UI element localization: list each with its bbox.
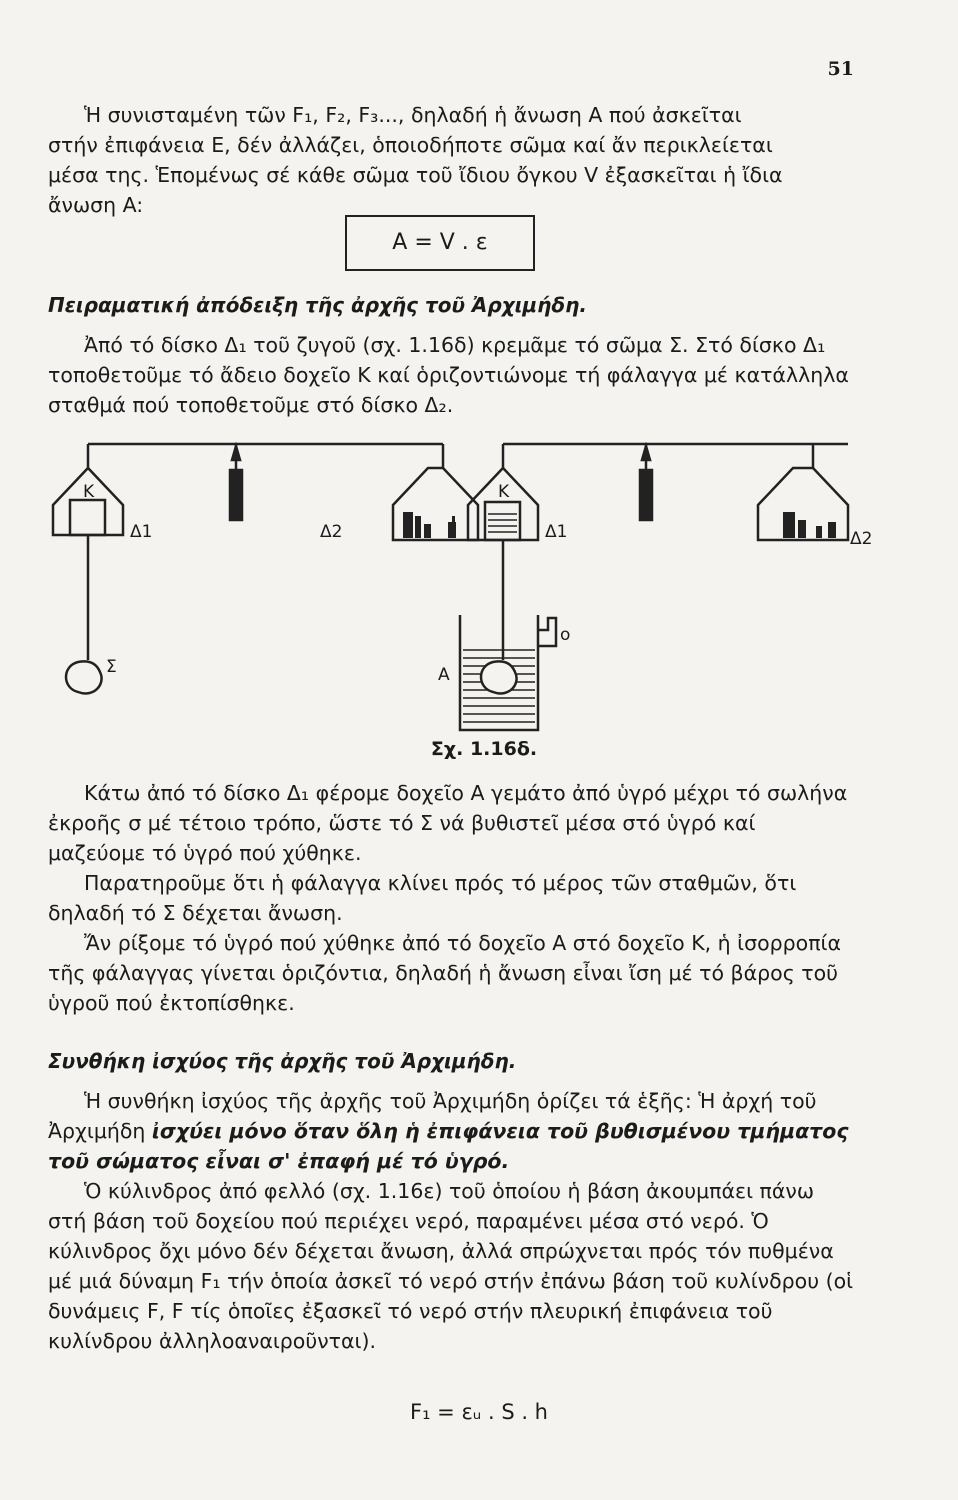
overflow-spout xyxy=(538,618,556,646)
force-formula: F₁ = εᵤ . S . h xyxy=(410,1400,548,1424)
section-experiment-title: Πειραματική ἀπόδειξη τῆς ἀρχῆς τοῦ Ἀρχιμήδη. xyxy=(48,293,587,317)
container-k-empty xyxy=(70,500,105,535)
figure-caption: Σχ. 1.16δ. xyxy=(430,738,538,760)
section-experiment xyxy=(48,290,856,420)
intro-paragraph xyxy=(48,100,856,220)
condition-paragraph-1 xyxy=(48,1086,856,1176)
section-experiment-continued xyxy=(48,778,856,1018)
figure-balance-experiment xyxy=(48,440,873,740)
experiment-paragraph-3: Παρατηροῦμε ὅτι ἡ φάλαγγα κλίνει πρός τό μέρος τῶν σταθμῶν, ὅτι δηλαδή τό Σ δέχεται ἄνωση. xyxy=(48,871,797,925)
condition-paragraph-2: Ὁ κύλινδρος ἀπό φελλό (σχ. 1.16ε) τοῦ ὁποίου ἡ βάση ἀκουμπάει πάνω στή βάση τοῦ δοχείου πού περιέχει νερό, παραμένει μέσα στό νερό. Ὁ κύλινδρος ὄχι μόνο δέν δέχεται ἄνωση, ἀλλά σπρώχνεται πρός τόν πυθμένα μέ μιά δύναμη F₁ τήν ὁποία ἀσκεῖ τό νερό στήν ἐπάνω βάση τοῦ κυλίνδρου (οἱ δυνάμεις F, F τίς ὁποῖες ἐξασκεῖ τό νερό στήν πλευρική ἐπιφάνεια τοῦ κυλίνδρου ἀλληλοαναιροῦνται). xyxy=(48,1179,854,1353)
experiment-paragraph-1: Ἀπό τό δίσκο Δ₁ τοῦ ζυγοῦ (σχ. 1.16δ) κρεμᾶμε τό σῶμα Σ. Στό δίσκο Δ₁ τοποθετοῦμε τό ἄδειο δοχεῖο Κ καί ὁριζοντιώνομε τή φάλαγγα μέ κατάλληλα σταθμά πού τοποθετοῦμε στό δίσκο Δ₂. xyxy=(48,333,849,417)
label-o: o xyxy=(560,625,571,645)
label-k-left: K xyxy=(83,482,95,502)
buoyancy-formula: A = V . ε xyxy=(345,215,535,271)
label-d2-right: Δ2 xyxy=(850,529,873,549)
label-a: A xyxy=(438,665,450,685)
intro-line-1: Ἡ συνισταμένη τῶν F₁, F₂, F₃..., δηλαδή ἡ ἄνωση A πού ἀσκεῖται xyxy=(84,103,742,127)
section-condition-title: Συνθήκη ἰσχύος τῆς ἀρχῆς τοῦ Ἀρχιμήδη. xyxy=(48,1049,517,1073)
intro-line-3: μέσα της. Ἑπομένως σέ κάθε σῶμα τοῦ ἴδιου ὄγκου V ἐξασκεῖται ἡ ἴδια xyxy=(48,163,783,187)
intro-line-2: στήν ἐπιφάνεια Ε, δέν ἀλλάζει, ὁποιοδήποτε σῶμα καί ἄν περικλείεται xyxy=(48,133,773,157)
container-k-filled xyxy=(485,502,520,540)
condition-emphasis: ἰσχύει μόνο ὅταν ὅλη ἡ ἐπιφάνεια τοῦ βυθισμένου τμήματος τοῦ σώματος εἶναι σ' ἐπαφή μέ τό ὑγρό. xyxy=(48,1119,849,1173)
label-k-right: K xyxy=(498,482,510,502)
label-d2-left: Δ2 xyxy=(320,522,343,542)
section-condition xyxy=(48,1046,856,1356)
intro-line-4: ἄνωση A: xyxy=(48,193,144,217)
experiment-paragraph-2: Κάτω ἀπό τό δίσκο Δ₁ φέρομε δοχεῖο A γεμάτο ἀπό ὑγρό μέχρι τό σωλήνα ἐκροῆς σ μέ τέτοιο τρόπο, ὥστε τό Σ νά βυθιστεῖ μέσα στό ὑγρό καί μαζεύομε τό ὑγρό πού χύθηκε. xyxy=(48,781,848,865)
label-sigma: Σ xyxy=(106,657,117,677)
experiment-paragraph-4: Ἄν ρίξομε τό ὑγρό πού χύθηκε ἀπό τό δοχεῖο A στό δοχεῖο Κ, ἡ ἰσορροπία τῆς φάλαγγας γίνεται ὁριζόντια, δηλαδή ἡ ἄνωση εἶναι ἴση μέ τό βάρος τοῦ ὑγροῦ πού ἐκτοπίσθηκε. xyxy=(48,931,842,1015)
weights-right xyxy=(783,512,836,538)
label-d1-right: Δ1 xyxy=(545,522,568,542)
page-number: 51 xyxy=(827,58,854,80)
weights-left xyxy=(403,512,456,538)
body-sigma-submerged xyxy=(481,661,517,693)
condition-text: Ἡ συνθήκη ἰσχύος τῆς ἀρχῆς τοῦ Ἀρχιμήδη ὁρίζει τά ἑξῆς: Ἡ ἀρχή τοῦ Ἀρχιμήδη xyxy=(48,1089,817,1143)
label-d1-left: Δ1 xyxy=(130,522,153,542)
body-sigma xyxy=(66,661,102,693)
